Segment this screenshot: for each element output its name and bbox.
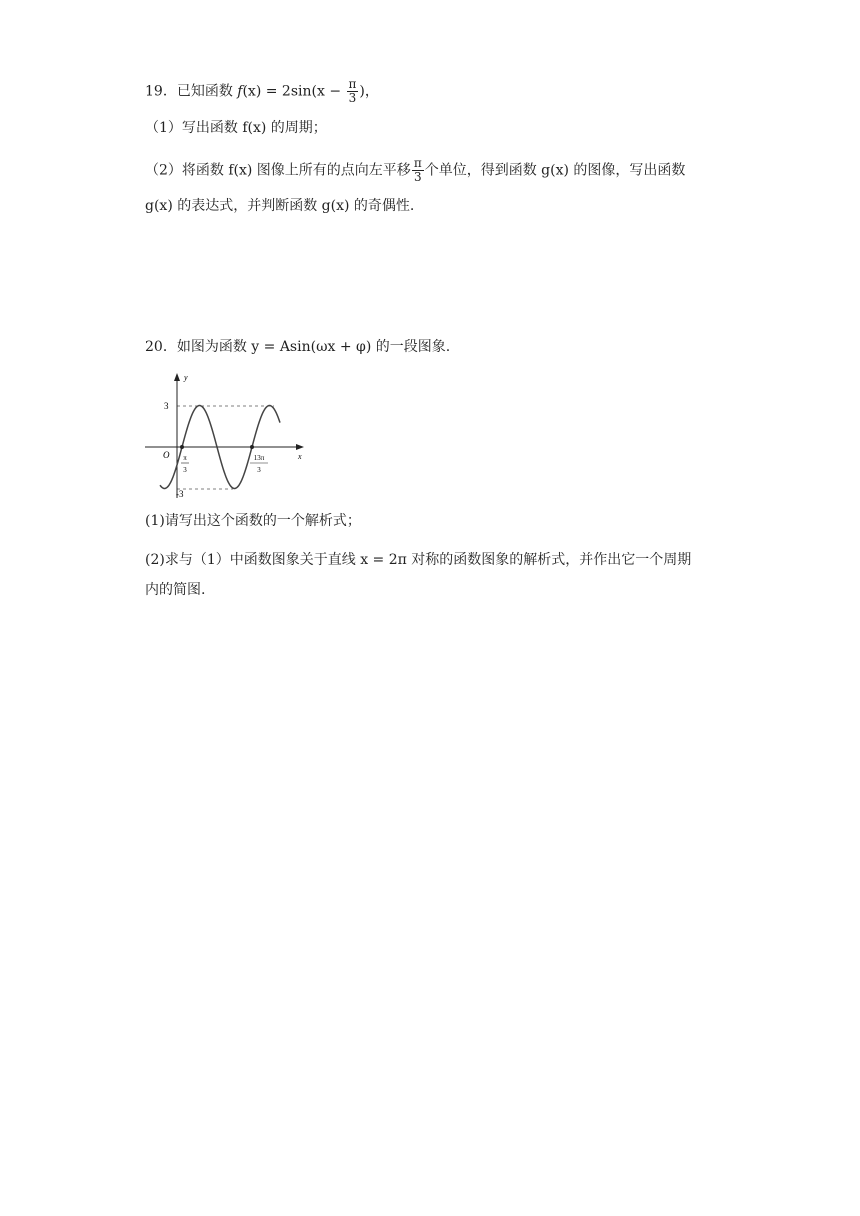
q20-number: 20． xyxy=(145,339,177,355)
q19-func-name: f xyxy=(237,83,243,100)
q19-part2-frac-num: π xyxy=(413,156,422,170)
origin-label: O xyxy=(163,450,170,460)
q19-part2-b: 个单位，得到函数 g(x) 的图像，写出函数 xyxy=(424,162,686,179)
q20-part1: (1)请写出这个函数的一个解析式； xyxy=(145,513,361,529)
tick1-num: π xyxy=(183,454,187,462)
q19-stem xyxy=(145,78,379,105)
y-min-label: -3 xyxy=(176,489,184,499)
tick2-den: 3 xyxy=(257,466,261,474)
q19-frac-den: 3 xyxy=(348,91,357,105)
q19-stem-suffix: )， xyxy=(359,83,379,100)
y-max-label: 3 xyxy=(164,401,169,411)
y-axis-label: y xyxy=(184,373,188,382)
q19-part2-fraction xyxy=(412,157,424,184)
q19-frac-num: π xyxy=(348,77,357,91)
q20-stem-text: 如图为函数 y = Asin(ωx + φ) 的一段图象. xyxy=(176,339,451,355)
q20-part2-line1: (2)求与（1）中函数图象关于直线 x = 2π 对称的函数图象的解析式，并作出它一个周期 xyxy=(145,552,692,568)
y-axis-arrow xyxy=(174,373,180,381)
q19-fraction xyxy=(347,78,359,105)
q20-stem xyxy=(145,337,450,357)
q19-part2-line2: g(x) 的表达式，并判断函数 g(x) 的奇偶性. xyxy=(145,198,415,214)
q19-part2-a: （2）将函数 f(x) 图像上所有的点向左平移 xyxy=(145,162,411,179)
q19-part2-frac-den: 3 xyxy=(413,170,422,184)
x-axis-label: x xyxy=(298,452,302,461)
q19-eq: = 2sin(x − xyxy=(261,83,346,100)
zero-point-2 xyxy=(250,445,254,449)
q19-stem-prefix: 已知函数 xyxy=(176,83,233,100)
q19-part2-line1 xyxy=(145,157,685,184)
zero-point-1 xyxy=(180,445,184,449)
tick2-num: 13π xyxy=(253,454,265,462)
q19-func-arg: (x) xyxy=(242,83,262,100)
q19-number: 19． xyxy=(145,83,177,100)
sine-graph xyxy=(140,368,310,503)
x-axis-arrow xyxy=(296,444,304,450)
tick1-den: 3 xyxy=(183,466,187,474)
q20-part2-line2: 内的简图. xyxy=(145,582,206,598)
q19-part1: （1）写出函数 f(x) 的周期； xyxy=(145,120,327,136)
